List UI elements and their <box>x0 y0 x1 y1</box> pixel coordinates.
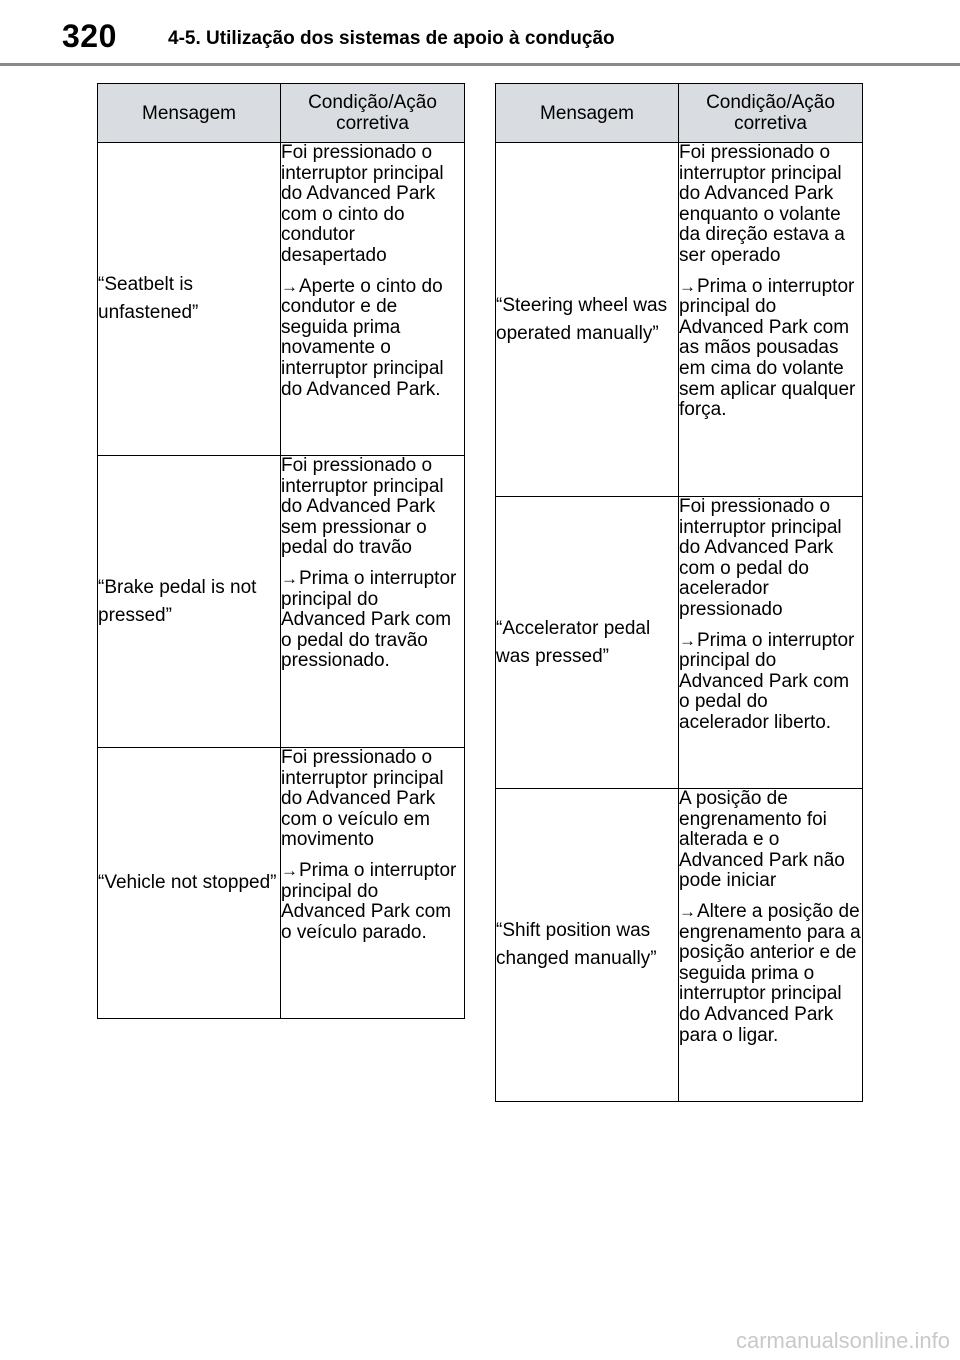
site-watermark: carmanualsonline.info <box>735 1328 950 1353</box>
condition-text: Foi pressionado o interruptor principal do Advanced Park com o cinto do condutor desapertado <box>281 142 444 266</box>
condition-cell <box>679 789 863 1102</box>
arrow-right-icon: → <box>679 276 696 296</box>
table-row <box>98 456 465 748</box>
message-cell: “Accelerator pedal was pressed” <box>496 497 679 789</box>
corrective-action-text: Altere a posição de engrenamento para a posição anterior e de seguida prima o interruptor principal do Advanced Park para o ligar. <box>679 900 861 1046</box>
message-cell: “Shift position was changed manually” <box>496 789 679 1102</box>
condition-text: Foi pressionado o interruptor principal do Advanced Park sem pressionar o pedal do travão <box>281 455 444 559</box>
table-header-row <box>496 84 863 143</box>
condition-text: Foi pressionado o interruptor principal do Advanced Park com o pedal do acelerador pressionado <box>679 496 842 620</box>
table-row <box>98 748 465 1019</box>
corrective-action <box>281 569 464 672</box>
table-header-row <box>98 84 465 143</box>
section-title: 4-5. Utilização dos sistemas de apoio à condução <box>168 28 615 49</box>
condition-text: Foi pressionado o interruptor principal do Advanced Park enquanto o volante da direção estava a ser operado <box>679 142 845 266</box>
corrective-action <box>281 861 464 943</box>
condition-cell <box>281 143 465 456</box>
column-header-message: Mensagem <box>98 84 281 143</box>
condition-text: A posição de engrenamento foi alterada e o Advanced Park não pode iniciar <box>679 788 845 892</box>
message-cell: “Vehicle not stopped” <box>98 748 281 1019</box>
page-number: 320 <box>62 18 117 54</box>
corrective-action-text: Prima o interruptor principal do Advanced Park com as mãos pousadas em cima do volante sem aplicar qualquer força. <box>679 275 856 421</box>
corrective-action <box>679 277 862 421</box>
arrow-right-icon: → <box>679 630 696 650</box>
page-header <box>0 0 960 66</box>
message-table-left <box>97 83 465 1019</box>
message-cell: “Brake pedal is not pressed” <box>98 456 281 748</box>
corrective-action <box>679 902 862 1046</box>
message-table-right <box>495 83 863 1102</box>
table-row <box>496 497 863 789</box>
arrow-right-icon: → <box>281 568 298 588</box>
condition-cell <box>281 748 465 1019</box>
condition-cell <box>679 497 863 789</box>
corrective-action <box>679 631 862 734</box>
column-header-condition: Condição/Ação corretiva <box>281 84 465 143</box>
arrow-right-icon: → <box>281 276 298 296</box>
corrective-action-text: Prima o interruptor principal do Advanced Park com o pedal do travão pressionado. <box>281 567 457 672</box>
corrective-action-text: Prima o interruptor principal do Advanced Park com o pedal do acelerador liberto. <box>679 629 855 733</box>
message-cell: “Seatbelt is unfastened” <box>98 143 281 456</box>
table-row <box>496 143 863 497</box>
condition-cell <box>281 456 465 748</box>
table-row <box>98 143 465 456</box>
table-row <box>496 789 863 1102</box>
arrow-right-icon: → <box>281 860 298 880</box>
column-header-message: Mensagem <box>496 84 679 143</box>
corrective-action-text: Prima o interruptor principal do Advanced Park com o veículo parado. <box>281 859 457 943</box>
arrow-right-icon: → <box>679 901 696 921</box>
condition-text: Foi pressionado o interruptor principal do Advanced Park com o veículo em movimento <box>281 747 444 851</box>
column-header-condition: Condição/Ação corretiva <box>679 84 863 143</box>
corrective-action-text: Aperte o cinto do condutor e de seguida prima novamente o interruptor principal do Advanced Park. <box>281 275 444 400</box>
condition-cell <box>679 143 863 497</box>
corrective-action <box>281 277 464 401</box>
header-divider <box>0 63 960 66</box>
message-cell: “Steering wheel was operated manually” <box>496 143 679 497</box>
